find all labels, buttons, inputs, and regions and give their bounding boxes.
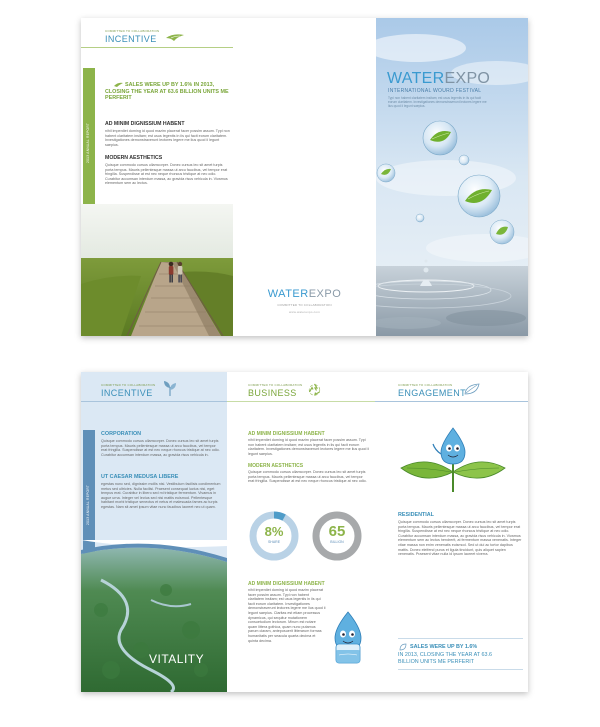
back-logo-water: WATER xyxy=(267,288,309,300)
billion-value: 65 xyxy=(328,523,346,540)
residential-body: Quisque commodo cursus ullamcorper. Donec cursus leo sit amet turpis porta tempus. Mauris pellentesque massa ut arcu faucibus, vel tempor erat fringilla. Suspendisse at est nec neque rhoncus tristique at nec odio. Curabitur accumsan interdum massa, ac gravida risus vehicula in. Vivamus elementum sem ac lectus hendrerit, at fermentum massa venenatis. Integer vitae massa non enim venenatis euismod. Sed ut dui ac tortor dapibus mattis. Donec eleifend purus et ligula tincidunt, quis aliquet sapien venenatis. Praesent vitae nulla id ipsum laoreet viverra. xyxy=(398,520,522,557)
recycle-icon xyxy=(308,383,321,396)
business-s3-title: AD MINIM DIGNISSIUM HABENT xyxy=(248,581,325,587)
cover-title-water: WATER xyxy=(387,70,445,87)
business-s2-title: MODERN AESTHETICS xyxy=(248,463,304,469)
caesar-body: egestas nunc sed, dignissim mollis nisi. Vestibulum facilisis condimentum metus sed ultricies. Nulla facilisi. Praesent consequat luctus nisi, eget tempus erat. Curabitur in libero sed mi tristique fermentum. Vivamus in augue urna. Integer vel lectus sed nisi mattis euismod. Pellentesque habitant morbi tristique senectus et netus et malesuada fames ac turpis egestas. Nam sit amet ipsum vitae nunc faucibus laoreet nec ut quam. xyxy=(101,482,221,509)
corporation-title: CORPORATION xyxy=(101,431,142,437)
sprout-icon xyxy=(163,380,177,396)
image-caption: VITALITY xyxy=(149,652,205,666)
panel-front-cover xyxy=(376,18,528,336)
share-value: 8% xyxy=(264,524,284,539)
back-logo xyxy=(233,288,376,300)
boardwalk-photo xyxy=(81,204,233,336)
business-s1-body: nihil imperdiet doming id quod mazim placerat facer possim assum. Typi non habent claritatem insitam; est usus legentis in iis qui facit eorum claritatem. Investigationes demonstraverunt lectores legere me lius quod ii legunt saepius. xyxy=(248,438,370,456)
business-s3-body: nihil imperdiet doming id quod mazim placerat facer possim assum. Typi non habent claritatem insitam; est usus legentis in iis qui facit eorum claritatem. Investigationes demonstraverunt lectores legere me lius quod ii legunt saepius. Claritas est etiam processus dynamicus, qui sequitur mutationem consuetudium lectorum. Mirum est notare quam littera gothica, quam nunc putamus parum claram, anteposuerit litterarum formas humanitatis per seacula quarta decima et quinta decima. xyxy=(248,588,326,643)
cover-body: Typi non habent claritatem insitam; est usus legentis in iis qui facit eorum claritatem. Investigationes demonstraverunt lectores legere me lius quod ii legunt saepius. xyxy=(388,96,487,108)
section1-title: AD MINIM DIGNISSIUM HABENT xyxy=(105,121,185,127)
sales-rule-top xyxy=(398,638,523,639)
panel-business xyxy=(227,372,375,692)
leaf-outline-icon xyxy=(464,383,480,395)
eyebrow-text: COMMITTED TO COLLABORATION xyxy=(105,29,160,33)
share-label: SHARE xyxy=(267,540,281,544)
eyebrow-text: COMMITTED TO COLLABORATION xyxy=(398,383,453,387)
header-rule xyxy=(81,401,227,402)
panel-back-cover xyxy=(233,18,376,336)
section2-body: Quisque commodo cursus ullamcorper. Donec cursus leo sit amet turpis porta tempus. Mauris pellentesque massa ut arcu faucibus, vel tempor erat fringilla. Suspendisse at est nec neque rhoncus tristique at nec odio. Curabitur accumsan interdum massa, ac gravida risus vehicula in. Vivamus elementum sem ac lectus. xyxy=(105,163,228,186)
section1-body: nihil imperdiet doming id quod mazim placerat facer possim assum. Typi non habent claritatem insitam; est usus legentis in iis qui facit eorum claritatem. Investigationes demonstraverunt lectores legere me lius quod ii legunt saepius. xyxy=(105,129,230,147)
header-rule xyxy=(375,401,528,402)
vertical-tab xyxy=(83,68,95,218)
water-drop-plant-mascot-icon xyxy=(397,424,509,494)
corporation-body: Quisque commodo cursus ullamcorper. Donec cursus leo sit amet turpis porta tempus. Mauris pellentesque massa ut arcu faucibus, vel tempor erat fringilla. Suspendisse at est nec neque rhoncus tristique at nec odio. Curabitur accumsan interdum massa, ac gravida risus vehicula in. xyxy=(101,439,220,457)
section-heading: INCENTIVE xyxy=(101,388,153,398)
eyebrow-text: COMMITTED TO COLLABORATION xyxy=(248,383,303,387)
bird-icon xyxy=(165,32,185,42)
water-drop-mascot-icon xyxy=(327,610,369,666)
panel-incentive-inner xyxy=(81,372,227,692)
sales-line1: SALES WERE UP BY 1.6% xyxy=(410,644,478,650)
business-s1-title: AD MINIM DIGNISSIUM HABENT xyxy=(248,431,325,437)
back-subtitle: COMMITTED TO COLLABORATION xyxy=(277,303,332,307)
brochure-outer-spread xyxy=(81,18,528,336)
caesar-title: UT CAESAR MEDUSA LIBERE xyxy=(101,474,179,480)
header-rule xyxy=(81,47,233,48)
panel-incentive-top xyxy=(81,18,233,336)
section2-title: MODERN AESTHETICS xyxy=(105,155,163,161)
sales-rule-bottom xyxy=(398,669,523,670)
cover-sky-image xyxy=(376,18,528,336)
section-heading: INCENTIVE xyxy=(105,34,157,44)
highlight-text: SALES WERE UP BY 1.6% IN 2013, CLOSING THE YEAR AT 63.6 BILLION UNITS ME PERFERIT xyxy=(105,82,229,101)
eyebrow-text: COMMITTED TO COLLABORATION xyxy=(101,383,156,387)
business-s2-body: Quisque commodo cursus ullamcorper. Donec cursus leo sit amet turpis porta tempus. Mauris pellentesque massa ut arcu faucibus, vel tempor erat fringilla. Suspendisse at est nec neque rhoncus tristique at nec odio. xyxy=(248,470,367,484)
vertical-tab-label: 2013 ANNUAL REPORT xyxy=(86,484,90,526)
billion-label: BILLION xyxy=(330,540,344,544)
residential-title: RESIDENTIAL xyxy=(398,512,434,518)
panel-engagement xyxy=(375,372,528,692)
header-rule xyxy=(227,401,375,402)
section-heading: ENGAGEMENT xyxy=(398,388,467,398)
sales-line2: IN 2013, CLOSING THE YEAR AT 63.6 BILLION UNITS ME PERFERIT xyxy=(398,652,492,665)
back-logo-expo: EXPO xyxy=(308,288,342,300)
section-heading: BUSINESS xyxy=(248,388,297,398)
cover-subtitle: INTERNATIONAL WOURD FESTIVAL xyxy=(388,88,482,94)
cover-title-expo: EXPO xyxy=(444,70,491,87)
vertical-tab-label: 2013 ANNUAL REPORT xyxy=(86,122,90,164)
brochure-inner-spread xyxy=(81,372,528,692)
cover-title xyxy=(387,70,490,88)
leaf-bullet-icon xyxy=(399,643,407,651)
aerial-forest-photo xyxy=(81,540,227,692)
back-small-text: www.waterexpo.com xyxy=(289,310,320,314)
